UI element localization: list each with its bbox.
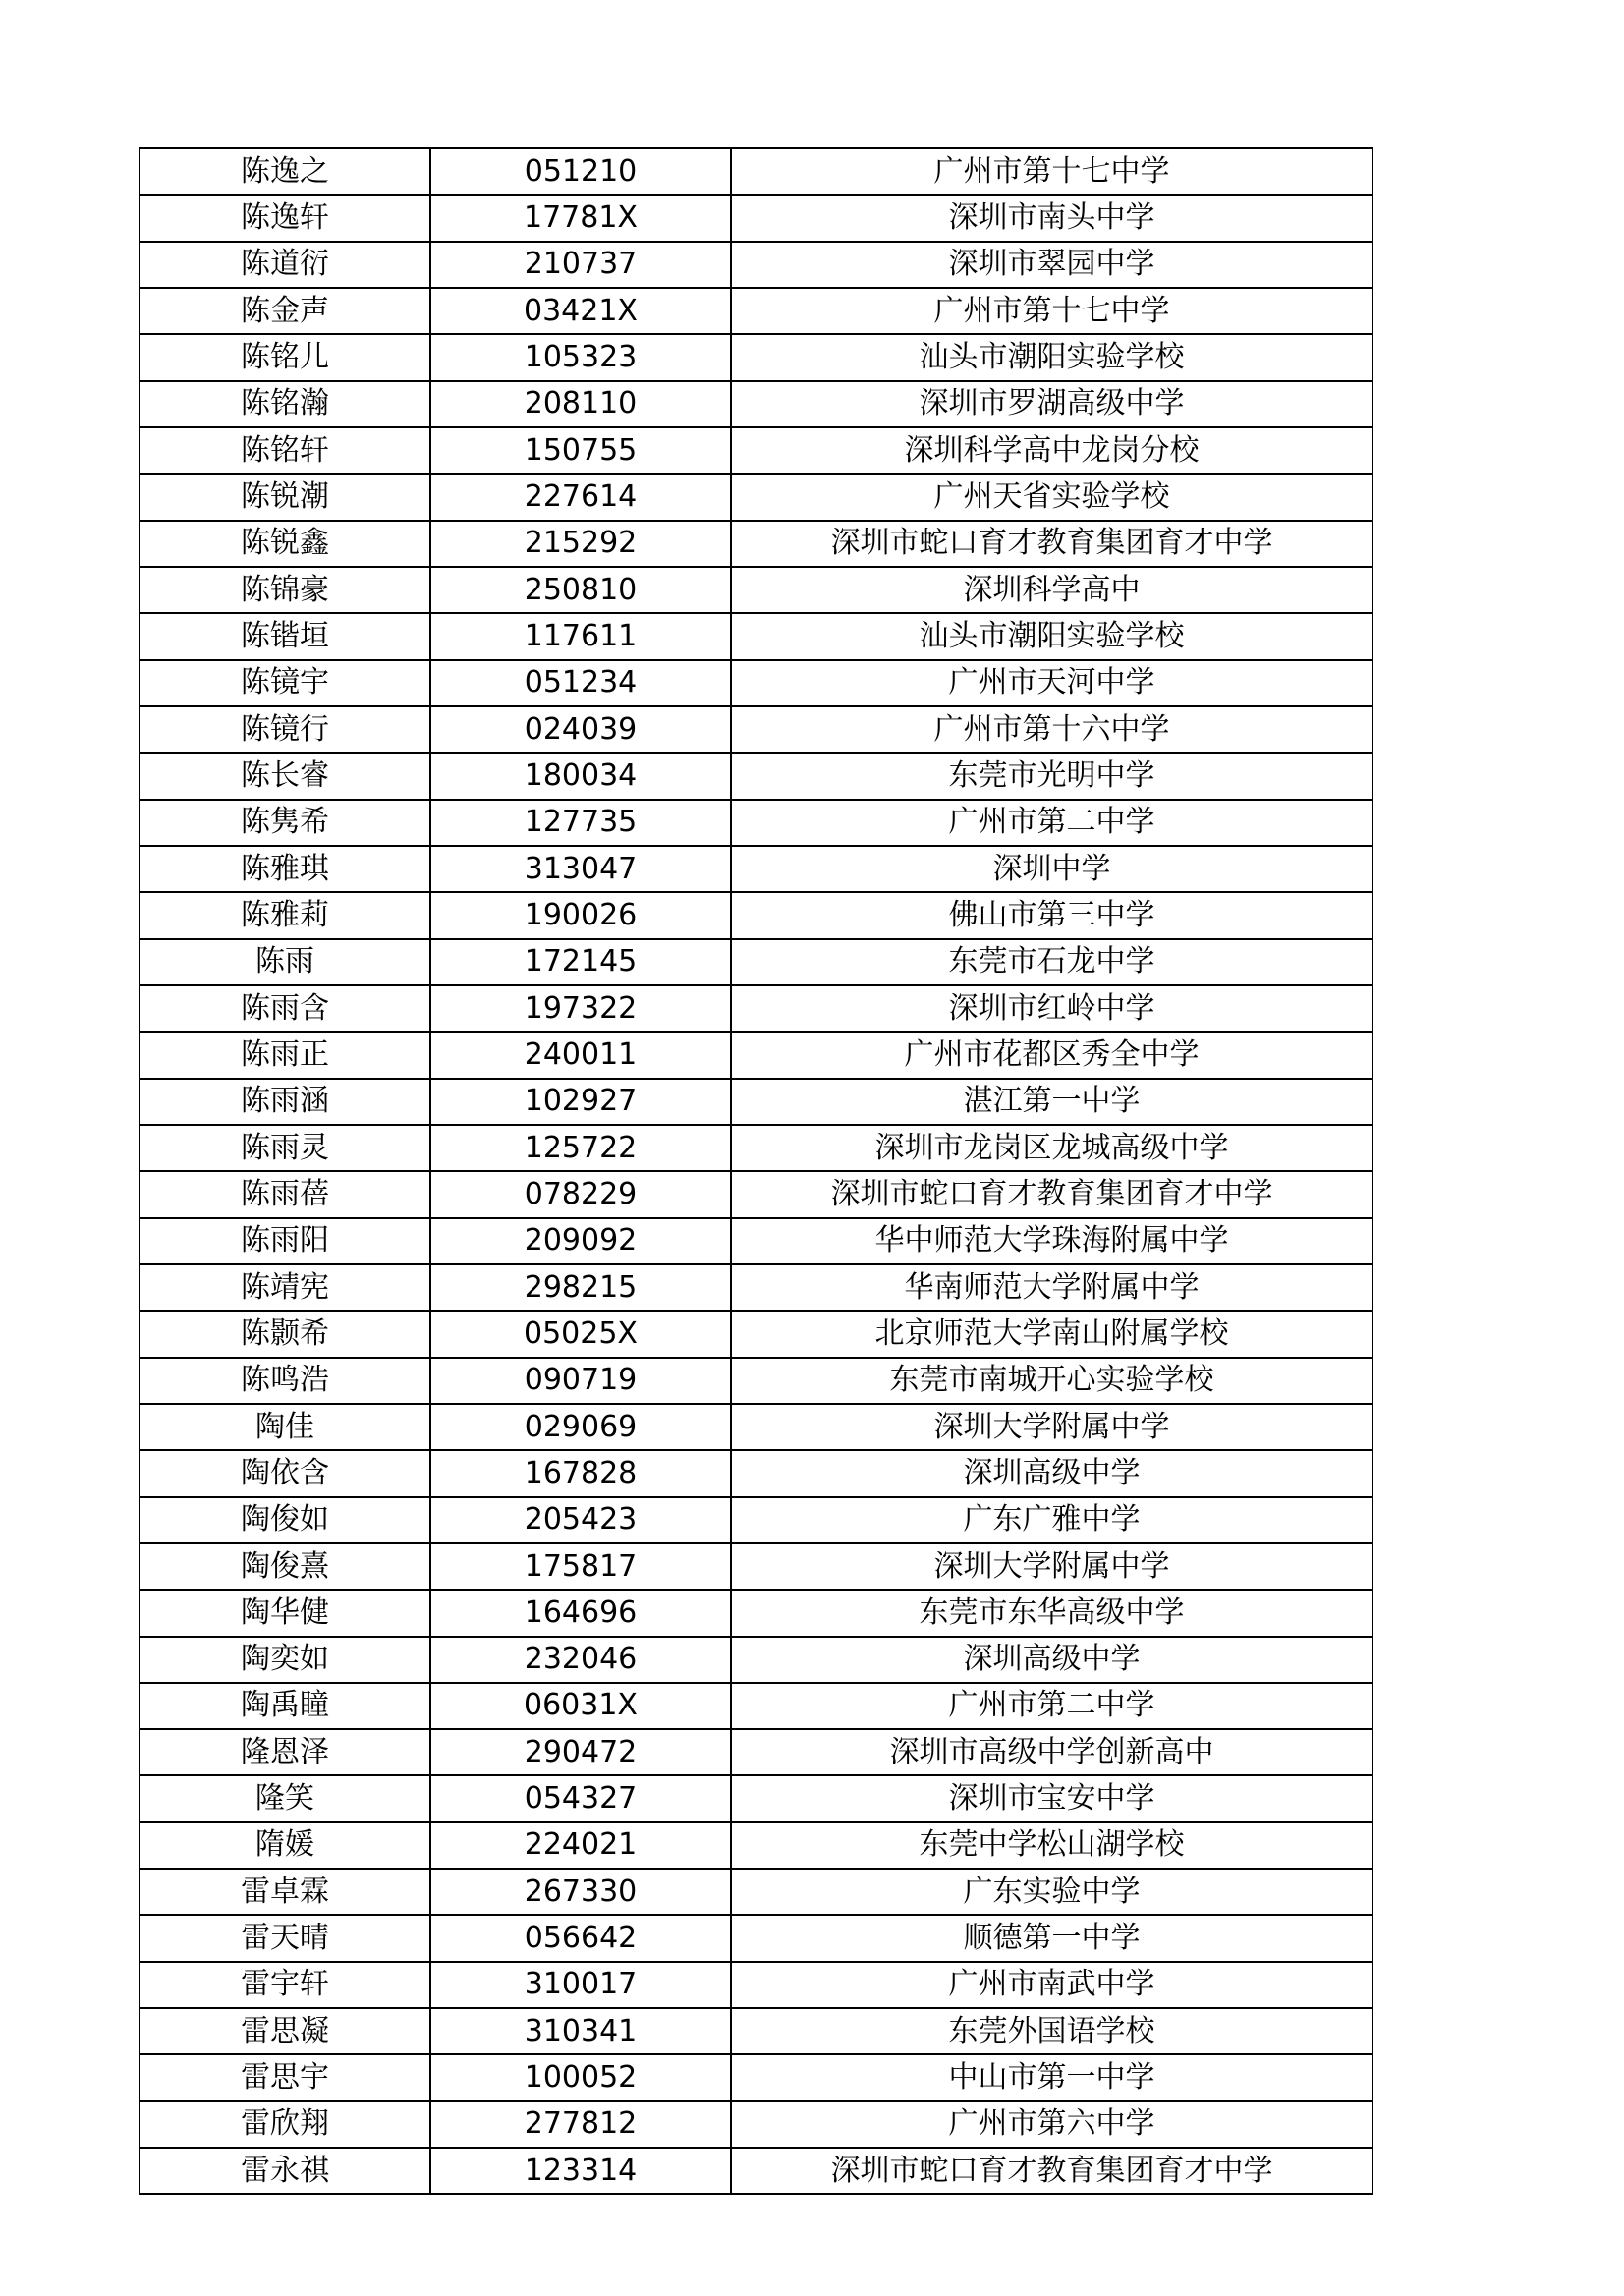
school-name-cell: 深圳高级中学 bbox=[731, 1450, 1372, 1496]
student-name-cell: 雷永祺 bbox=[140, 2148, 430, 2194]
student-id-cell: 240011 bbox=[430, 1032, 731, 1078]
student-id-cell: 06031X bbox=[430, 1683, 731, 1729]
school-name-cell: 湛江第一中学 bbox=[731, 1079, 1372, 1125]
student-name-cell: 陈铭瀚 bbox=[140, 381, 430, 427]
school-name-cell: 东莞中学松山湖学校 bbox=[731, 1822, 1372, 1869]
student-id-cell: 17781X bbox=[430, 195, 731, 241]
student-id-cell: 150755 bbox=[430, 427, 731, 474]
table-row bbox=[140, 1962, 1372, 2008]
table-row bbox=[140, 1264, 1372, 1311]
student-id-cell: 205423 bbox=[430, 1497, 731, 1543]
student-id-cell: 164696 bbox=[430, 1590, 731, 1636]
table-row bbox=[140, 288, 1372, 334]
school-name-cell: 深圳市罗湖高级中学 bbox=[731, 381, 1372, 427]
student-name-cell: 隋媛 bbox=[140, 1822, 430, 1869]
student-name-cell: 陈镜宇 bbox=[140, 660, 430, 706]
student-id-cell: 051234 bbox=[430, 660, 731, 706]
student-name-cell: 陈镜行 bbox=[140, 706, 430, 753]
school-name-cell: 佛山市第三中学 bbox=[731, 892, 1372, 938]
table-row bbox=[140, 1637, 1372, 1683]
table-row bbox=[140, 427, 1372, 474]
student-id-cell: 313047 bbox=[430, 846, 731, 892]
student-name-cell: 陈逸轩 bbox=[140, 195, 430, 241]
table-row bbox=[140, 800, 1372, 846]
student-id-cell: 172145 bbox=[430, 939, 731, 985]
table-row bbox=[140, 1218, 1372, 1264]
student-id-cell: 224021 bbox=[430, 1822, 731, 1869]
school-name-cell: 深圳市蛇口育才教育集团育才中学 bbox=[731, 2148, 1372, 2194]
school-name-cell: 广州天省实验学校 bbox=[731, 474, 1372, 520]
student-name-cell: 陈锐鑫 bbox=[140, 521, 430, 567]
school-name-cell: 广东实验中学 bbox=[731, 1869, 1372, 1915]
student-name-cell: 陈鸣浩 bbox=[140, 1358, 430, 1404]
table-row bbox=[140, 1358, 1372, 1404]
table-row bbox=[140, 334, 1372, 380]
school-name-cell: 深圳科学高中龙岗分校 bbox=[731, 427, 1372, 474]
student-name-cell: 雷卓霖 bbox=[140, 1869, 430, 1915]
school-name-cell: 广州市第二中学 bbox=[731, 1683, 1372, 1729]
student-name-cell: 雷思凝 bbox=[140, 2008, 430, 2054]
student-id-cell: 123314 bbox=[430, 2148, 731, 2194]
student-id-cell: 298215 bbox=[430, 1264, 731, 1311]
student-id-cell: 03421X bbox=[430, 288, 731, 334]
student-name-cell: 陈雨 bbox=[140, 939, 430, 985]
student-id-cell: 175817 bbox=[430, 1543, 731, 1590]
student-name-cell: 隆笑 bbox=[140, 1775, 430, 1821]
student-name-cell: 陶禹瞳 bbox=[140, 1683, 430, 1729]
table-row bbox=[140, 1543, 1372, 1590]
student-name-cell: 陈雨含 bbox=[140, 985, 430, 1032]
student-id-cell: 024039 bbox=[430, 706, 731, 753]
table-row bbox=[140, 1729, 1372, 1775]
school-name-cell: 东莞市南城开心实验学校 bbox=[731, 1358, 1372, 1404]
table-row bbox=[140, 753, 1372, 799]
student-id-cell: 102927 bbox=[430, 1079, 731, 1125]
student-id-cell: 197322 bbox=[430, 985, 731, 1032]
student-name-cell: 陈颢希 bbox=[140, 1311, 430, 1357]
school-name-cell: 顺德第一中学 bbox=[731, 1915, 1372, 1961]
student-name-cell: 陈雅琪 bbox=[140, 846, 430, 892]
student-name-cell: 雷欣翔 bbox=[140, 2101, 430, 2148]
student-id-cell: 250810 bbox=[430, 567, 731, 613]
table-row bbox=[140, 1915, 1372, 1961]
student-name-cell: 陈雨正 bbox=[140, 1032, 430, 1078]
student-id-cell: 190026 bbox=[430, 892, 731, 938]
school-name-cell: 中山市第一中学 bbox=[731, 2054, 1372, 2100]
student-id-cell: 051210 bbox=[430, 148, 731, 195]
student-id-cell: 127735 bbox=[430, 800, 731, 846]
student-name-cell: 隆恩泽 bbox=[140, 1729, 430, 1775]
school-name-cell: 深圳大学附属中学 bbox=[731, 1543, 1372, 1590]
school-name-cell: 深圳市宝安中学 bbox=[731, 1775, 1372, 1821]
table-row bbox=[140, 1497, 1372, 1543]
student-id-cell: 277812 bbox=[430, 2101, 731, 2148]
student-name-cell: 陈靖宪 bbox=[140, 1264, 430, 1311]
student-name-cell: 陈逸之 bbox=[140, 148, 430, 195]
student-name-cell: 陈锴垣 bbox=[140, 613, 430, 659]
student-id-cell: 167828 bbox=[430, 1450, 731, 1496]
table-row bbox=[140, 1079, 1372, 1125]
school-name-cell: 广州市天河中学 bbox=[731, 660, 1372, 706]
school-name-cell: 深圳市龙岗区龙城高级中学 bbox=[731, 1125, 1372, 1171]
school-name-cell: 华中师范大学珠海附属中学 bbox=[731, 1218, 1372, 1264]
school-name-cell: 广州市南武中学 bbox=[731, 1962, 1372, 2008]
school-name-cell: 深圳市翠园中学 bbox=[731, 242, 1372, 288]
student-id-cell: 029069 bbox=[430, 1404, 731, 1450]
student-id-cell: 078229 bbox=[430, 1171, 731, 1217]
school-name-cell: 广州市第十六中学 bbox=[731, 706, 1372, 753]
student-name-cell: 陶俊如 bbox=[140, 1497, 430, 1543]
school-name-cell: 广州市第十七中学 bbox=[731, 288, 1372, 334]
student-name-cell: 陶俊熹 bbox=[140, 1543, 430, 1590]
table-row bbox=[140, 1032, 1372, 1078]
school-name-cell: 汕头市潮阳实验学校 bbox=[731, 334, 1372, 380]
student-name-cell: 雷天晴 bbox=[140, 1915, 430, 1961]
table-row bbox=[140, 148, 1372, 195]
school-name-cell: 深圳市南头中学 bbox=[731, 195, 1372, 241]
table-row bbox=[140, 660, 1372, 706]
table-row bbox=[140, 846, 1372, 892]
school-name-cell: 北京师范大学南山附属学校 bbox=[731, 1311, 1372, 1357]
student-id-cell: 310341 bbox=[430, 2008, 731, 2054]
school-name-cell: 东莞外国语学校 bbox=[731, 2008, 1372, 2054]
school-name-cell: 深圳市红岭中学 bbox=[731, 985, 1372, 1032]
school-name-cell: 广州市第六中学 bbox=[731, 2101, 1372, 2148]
school-name-cell: 深圳市高级中学创新高中 bbox=[731, 1729, 1372, 1775]
table-row bbox=[140, 2008, 1372, 2054]
table-row bbox=[140, 1869, 1372, 1915]
school-name-cell: 汕头市潮阳实验学校 bbox=[731, 613, 1372, 659]
student-name-cell: 陶佳 bbox=[140, 1404, 430, 1450]
school-name-cell: 深圳高级中学 bbox=[731, 1637, 1372, 1683]
table-row bbox=[140, 195, 1372, 241]
table-row bbox=[140, 706, 1372, 753]
school-name-cell: 东莞市光明中学 bbox=[731, 753, 1372, 799]
table-row bbox=[140, 939, 1372, 985]
student-id-cell: 180034 bbox=[430, 753, 731, 799]
table-row bbox=[140, 1450, 1372, 1496]
student-id-cell: 290472 bbox=[430, 1729, 731, 1775]
school-name-cell: 深圳科学高中 bbox=[731, 567, 1372, 613]
student-name-cell: 陈铭儿 bbox=[140, 334, 430, 380]
table-row bbox=[140, 1311, 1372, 1357]
student-name-cell: 陈金声 bbox=[140, 288, 430, 334]
student-name-cell: 陈雨灵 bbox=[140, 1125, 430, 1171]
table-row bbox=[140, 892, 1372, 938]
table-row bbox=[140, 1404, 1372, 1450]
student-id-cell: 208110 bbox=[430, 381, 731, 427]
student-name-cell: 雷思宇 bbox=[140, 2054, 430, 2100]
student-name-cell: 陈铭轩 bbox=[140, 427, 430, 474]
student-name-cell: 陶奕如 bbox=[140, 1637, 430, 1683]
school-name-cell: 深圳市蛇口育才教育集团育才中学 bbox=[731, 1171, 1372, 1217]
table-row bbox=[140, 2054, 1372, 2100]
student-id-cell: 267330 bbox=[430, 1869, 731, 1915]
school-name-cell: 深圳中学 bbox=[731, 846, 1372, 892]
student-id-cell: 215292 bbox=[430, 521, 731, 567]
student-id-cell: 117611 bbox=[430, 613, 731, 659]
student-id-cell: 210737 bbox=[430, 242, 731, 288]
student-name-cell: 陈雨蓓 bbox=[140, 1171, 430, 1217]
student-table bbox=[139, 147, 1373, 2195]
student-name-cell: 陶华健 bbox=[140, 1590, 430, 1636]
school-name-cell: 广州市第十七中学 bbox=[731, 148, 1372, 195]
student-name-cell: 陈雨涵 bbox=[140, 1079, 430, 1125]
school-name-cell: 广东广雅中学 bbox=[731, 1497, 1372, 1543]
school-name-cell: 东莞市东华高级中学 bbox=[731, 1590, 1372, 1636]
table-row bbox=[140, 2148, 1372, 2194]
student-name-cell: 雷宇轩 bbox=[140, 1962, 430, 2008]
table-row bbox=[140, 2101, 1372, 2148]
table-row bbox=[140, 567, 1372, 613]
table-body bbox=[140, 148, 1372, 2194]
student-id-cell: 05025X bbox=[430, 1311, 731, 1357]
table-row bbox=[140, 1171, 1372, 1217]
table-row bbox=[140, 1590, 1372, 1636]
student-name-cell: 陈隽希 bbox=[140, 800, 430, 846]
table-row bbox=[140, 474, 1372, 520]
school-name-cell: 深圳市蛇口育才教育集团育才中学 bbox=[731, 521, 1372, 567]
student-id-cell: 054327 bbox=[430, 1775, 731, 1821]
student-name-cell: 陈长睿 bbox=[140, 753, 430, 799]
table-row bbox=[140, 985, 1372, 1032]
school-name-cell: 深圳大学附属中学 bbox=[731, 1404, 1372, 1450]
table-row bbox=[140, 521, 1372, 567]
school-name-cell: 广州市第二中学 bbox=[731, 800, 1372, 846]
student-id-cell: 310017 bbox=[430, 1962, 731, 2008]
table-row bbox=[140, 1683, 1372, 1729]
student-id-cell: 209092 bbox=[430, 1218, 731, 1264]
school-name-cell: 华南师范大学附属中学 bbox=[731, 1264, 1372, 1311]
school-name-cell: 广州市花都区秀全中学 bbox=[731, 1032, 1372, 1078]
student-id-cell: 105323 bbox=[430, 334, 731, 380]
student-id-cell: 232046 bbox=[430, 1637, 731, 1683]
student-name-cell: 陈锦豪 bbox=[140, 567, 430, 613]
student-id-cell: 125722 bbox=[430, 1125, 731, 1171]
table-row bbox=[140, 242, 1372, 288]
table-row bbox=[140, 1775, 1372, 1821]
student-id-cell: 090719 bbox=[430, 1358, 731, 1404]
student-id-cell: 100052 bbox=[430, 2054, 731, 2100]
table-row bbox=[140, 1822, 1372, 1869]
table-row bbox=[140, 613, 1372, 659]
table-row bbox=[140, 381, 1372, 427]
table-row bbox=[140, 1125, 1372, 1171]
student-name-cell: 陶依含 bbox=[140, 1450, 430, 1496]
student-name-cell: 陈雅莉 bbox=[140, 892, 430, 938]
school-name-cell: 东莞市石龙中学 bbox=[731, 939, 1372, 985]
student-name-cell: 陈道衍 bbox=[140, 242, 430, 288]
student-id-cell: 227614 bbox=[430, 474, 731, 520]
student-name-cell: 陈锐潮 bbox=[140, 474, 430, 520]
student-id-cell: 056642 bbox=[430, 1915, 731, 1961]
student-name-cell: 陈雨阳 bbox=[140, 1218, 430, 1264]
